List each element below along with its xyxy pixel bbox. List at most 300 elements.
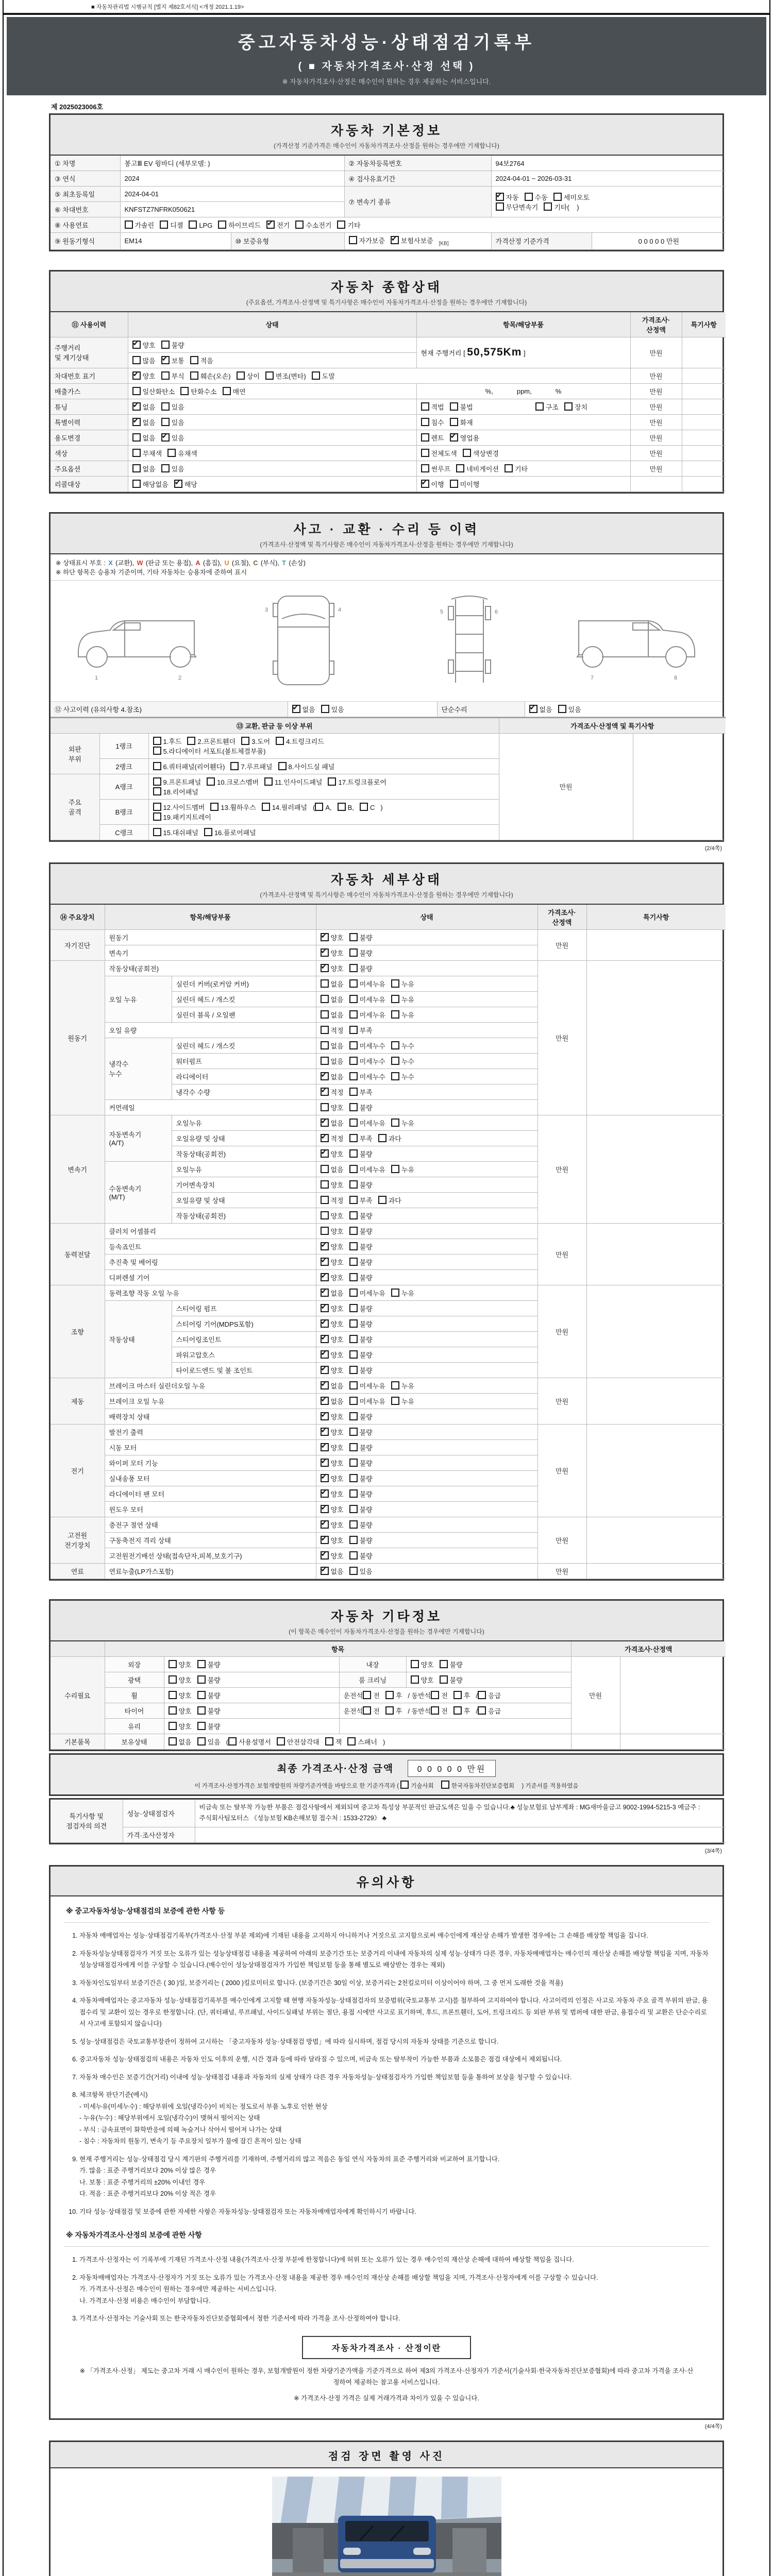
checkbox-option-있음[interactable] xyxy=(558,704,581,714)
checked-checkbox-icon[interactable] xyxy=(132,418,141,426)
checked-checkbox-icon[interactable] xyxy=(321,964,329,972)
checkbox-option-양호[interactable] xyxy=(321,1350,344,1360)
checkbox-option-불량[interactable] xyxy=(197,1721,221,1731)
checkbox-option-양호[interactable] xyxy=(321,1520,344,1530)
checked-checkbox-icon[interactable] xyxy=(321,1459,329,1467)
unchecked-checkbox-icon[interactable] xyxy=(321,1196,329,1204)
unchecked-checkbox-icon[interactable] xyxy=(349,1165,358,1173)
unchecked-checkbox-icon[interactable] xyxy=(187,737,195,745)
checkbox-option-구조[interactable] xyxy=(535,402,559,412)
checkbox-option-보통[interactable] xyxy=(161,355,184,365)
unchecked-checkbox-icon[interactable] xyxy=(347,1737,356,1745)
checkbox-option-양호[interactable] xyxy=(321,948,344,958)
checkbox-option-적정[interactable] xyxy=(321,1195,344,1205)
unchecked-checkbox-icon[interactable] xyxy=(363,1706,371,1715)
unchecked-checkbox-icon[interactable] xyxy=(325,1737,333,1745)
checkbox-option-있음[interactable] xyxy=(349,1566,373,1576)
checkbox-option-불량[interactable] xyxy=(349,1443,373,1452)
checkbox-option-유채색[interactable] xyxy=(167,448,197,458)
unchecked-checkbox-icon[interactable] xyxy=(553,193,562,201)
checkbox-option-불량[interactable] xyxy=(440,1675,463,1685)
checkbox-option-사용설명서[interactable] xyxy=(228,1737,271,1747)
checkbox-option-9.프론트패널[interactable] xyxy=(153,777,201,787)
checkbox-option-침수[interactable] xyxy=(421,417,444,427)
checkbox-option-8.사이드실 패널[interactable] xyxy=(278,761,335,771)
unchecked-checkbox-icon[interactable] xyxy=(391,1010,399,1019)
unchecked-checkbox-icon[interactable] xyxy=(210,803,219,811)
checkbox-option-불량[interactable] xyxy=(349,1211,373,1221)
checkbox-option-14.필러패널[interactable] xyxy=(262,802,307,812)
checkbox-option-A,[interactable] xyxy=(315,803,331,811)
checkbox-option-양호[interactable] xyxy=(321,933,344,942)
checkbox-option-없음[interactable] xyxy=(321,1164,344,1174)
checkbox-option-3.도어[interactable] xyxy=(241,736,270,746)
unchecked-checkbox-icon[interactable] xyxy=(153,747,161,755)
checkbox-option-하이브리드[interactable] xyxy=(218,220,261,230)
checked-checkbox-icon[interactable] xyxy=(421,480,429,488)
unchecked-checkbox-icon[interactable] xyxy=(321,1227,329,1235)
checkbox-option-B,[interactable] xyxy=(338,803,354,811)
checkbox-option-불량[interactable] xyxy=(349,1103,373,1112)
checkbox-option-양호[interactable] xyxy=(321,1242,344,1251)
checkbox-option-없음[interactable] xyxy=(292,704,315,714)
checkbox-option-양호[interactable] xyxy=(321,1273,344,1282)
checked-checkbox-icon[interactable] xyxy=(132,402,141,411)
unchecked-checkbox-icon[interactable] xyxy=(349,1242,358,1250)
checkbox-option-없음[interactable] xyxy=(321,1566,344,1576)
unchecked-checkbox-icon[interactable] xyxy=(525,193,533,201)
checkbox-option-후[interactable] xyxy=(385,1706,402,1716)
unchecked-checkbox-icon[interactable] xyxy=(153,787,161,795)
unchecked-checkbox-icon[interactable] xyxy=(132,480,141,488)
checkbox-option-불량[interactable] xyxy=(197,1659,221,1669)
checkbox-option-6.쿼터패널(리어휀다)[interactable] xyxy=(153,761,225,771)
unchecked-checkbox-icon[interactable] xyxy=(349,1134,358,1142)
checkbox-option-없음[interactable] xyxy=(321,1288,344,1298)
unchecked-checkbox-icon[interactable] xyxy=(349,1088,358,1096)
checkbox-option-16.플로어패널[interactable] xyxy=(204,827,256,837)
checkbox-option-미세누유[interactable] xyxy=(349,979,385,989)
checked-checkbox-icon[interactable] xyxy=(321,1134,329,1142)
checkbox-option-11.인사이드패널[interactable] xyxy=(264,777,322,787)
unchecked-checkbox-icon[interactable] xyxy=(349,995,358,1003)
checkbox-option-전체도색[interactable] xyxy=(421,448,457,458)
unchecked-checkbox-icon[interactable] xyxy=(505,464,513,472)
unchecked-checkbox-icon[interactable] xyxy=(496,202,504,211)
checkbox-option-없음[interactable] xyxy=(321,1396,344,1406)
unchecked-checkbox-icon[interactable] xyxy=(153,803,161,811)
checkbox-option-미세누유[interactable] xyxy=(349,1288,385,1298)
unchecked-checkbox-icon[interactable] xyxy=(391,1118,399,1127)
checkbox-option-불량[interactable] xyxy=(349,933,373,942)
checked-checkbox-icon[interactable] xyxy=(321,1242,329,1250)
checkbox-option-불량[interactable] xyxy=(349,1334,373,1344)
unchecked-checkbox-icon[interactable] xyxy=(544,202,552,211)
checkbox-option-불량[interactable] xyxy=(349,1535,373,1545)
unchecked-checkbox-icon[interactable] xyxy=(349,1010,358,1019)
unchecked-checkbox-icon[interactable] xyxy=(391,1397,399,1405)
checked-checkbox-icon[interactable] xyxy=(321,1258,329,1266)
checkbox-option-과다[interactable] xyxy=(378,1195,401,1205)
unchecked-checkbox-icon[interactable] xyxy=(230,762,239,770)
unchecked-checkbox-icon[interactable] xyxy=(349,933,358,941)
checked-checkbox-icon[interactable] xyxy=(321,1273,329,1281)
checkbox-option-양호[interactable] xyxy=(321,963,344,973)
checkbox-option-있음[interactable] xyxy=(161,433,184,443)
unchecked-checkbox-icon[interactable] xyxy=(153,812,161,821)
unchecked-checkbox-icon[interactable] xyxy=(132,356,141,364)
unchecked-checkbox-icon[interactable] xyxy=(338,803,346,811)
checked-checkbox-icon[interactable] xyxy=(321,1088,329,1096)
checkbox-option-미세누유[interactable] xyxy=(349,1164,385,1174)
checkbox-option-누유[interactable] xyxy=(391,1288,414,1298)
checkbox-option-일산화탄소[interactable] xyxy=(132,386,175,396)
checked-checkbox-icon[interactable] xyxy=(174,480,182,488)
checkbox-option-수소전기[interactable] xyxy=(295,220,331,230)
checkbox-option-과다[interactable] xyxy=(378,1133,401,1143)
checkbox-option-부족[interactable] xyxy=(349,1133,373,1143)
unchecked-checkbox-icon[interactable] xyxy=(169,1691,177,1699)
checkbox-option-불량[interactable] xyxy=(349,1303,373,1313)
checkbox-option-불량[interactable] xyxy=(349,1458,373,1468)
checkbox-option-이행[interactable] xyxy=(421,479,444,489)
checkbox-option-불량[interactable] xyxy=(349,1257,373,1267)
checkbox-option-기술사회[interactable] xyxy=(400,1781,433,1790)
unchecked-checkbox-icon[interactable] xyxy=(385,1691,394,1699)
unchecked-checkbox-icon[interactable] xyxy=(349,1412,358,1420)
unchecked-checkbox-icon[interactable] xyxy=(391,1072,399,1080)
checkbox-option-12.사이드멤버[interactable] xyxy=(153,802,205,812)
checkbox-option-불량[interactable] xyxy=(349,1489,373,1499)
checkbox-option-불량[interactable] xyxy=(349,1427,373,1437)
unchecked-checkbox-icon[interactable] xyxy=(169,1706,177,1715)
checkbox-option-불량[interactable] xyxy=(197,1690,221,1700)
unchecked-checkbox-icon[interactable] xyxy=(207,777,215,786)
unchecked-checkbox-icon[interactable] xyxy=(180,387,189,395)
unchecked-checkbox-icon[interactable] xyxy=(161,402,170,411)
checkbox-option-화재[interactable] xyxy=(450,417,473,427)
checkbox-option-적음[interactable] xyxy=(190,355,213,365)
checkbox-option-기타( )[interactable] xyxy=(544,202,579,212)
checkbox-option-5.라디에이터 서포트(볼트체결부품)[interactable] xyxy=(153,746,266,756)
checkbox-option-해당없음[interactable] xyxy=(132,479,169,489)
checkbox-option-부족[interactable] xyxy=(349,1025,373,1035)
checkbox-option-불량[interactable] xyxy=(349,1365,373,1375)
checkbox-option-양호[interactable] xyxy=(321,1103,344,1112)
checkbox-option-양호[interactable] xyxy=(321,1443,344,1452)
unchecked-checkbox-icon[interactable] xyxy=(378,1134,386,1142)
unchecked-checkbox-icon[interactable] xyxy=(349,1397,358,1405)
checkbox-option-없음[interactable] xyxy=(321,1118,344,1128)
checkbox-option-19.패키지트레이[interactable] xyxy=(153,812,211,822)
unchecked-checkbox-icon[interactable] xyxy=(321,1010,329,1019)
checked-checkbox-icon[interactable] xyxy=(161,356,170,364)
checked-checkbox-icon[interactable] xyxy=(321,1072,329,1080)
checkbox-option-적법[interactable] xyxy=(421,402,444,412)
checkbox-option-양호[interactable] xyxy=(321,1319,344,1329)
checkbox-option-불량[interactable] xyxy=(349,1350,373,1360)
unchecked-checkbox-icon[interactable] xyxy=(400,1781,409,1789)
checkbox-option-전[interactable] xyxy=(431,1706,448,1716)
checkbox-option-1.후드[interactable] xyxy=(153,736,182,746)
checkbox-option-양호[interactable] xyxy=(321,1211,344,1221)
checkbox-option-적정[interactable] xyxy=(321,1025,344,1035)
unchecked-checkbox-icon[interactable] xyxy=(349,1489,358,1498)
unchecked-checkbox-icon[interactable] xyxy=(321,1041,329,1049)
unchecked-checkbox-icon[interactable] xyxy=(450,480,458,488)
unchecked-checkbox-icon[interactable] xyxy=(349,1057,358,1065)
checked-checkbox-icon[interactable] xyxy=(321,948,329,957)
checked-checkbox-icon[interactable] xyxy=(391,236,399,244)
checkbox-option-양호[interactable] xyxy=(411,1675,434,1685)
checkbox-option-불량[interactable] xyxy=(349,1319,373,1329)
unchecked-checkbox-icon[interactable] xyxy=(349,1335,358,1343)
unchecked-checkbox-icon[interactable] xyxy=(440,1660,448,1668)
checkbox-option-전기[interactable] xyxy=(266,220,290,230)
unchecked-checkbox-icon[interactable] xyxy=(132,464,141,472)
checkbox-option-누유[interactable] xyxy=(391,994,414,1004)
checkbox-option-불량[interactable] xyxy=(349,1412,373,1421)
checked-checkbox-icon[interactable] xyxy=(321,1505,329,1513)
checked-checkbox-icon[interactable] xyxy=(321,1350,329,1359)
unchecked-checkbox-icon[interactable] xyxy=(321,705,329,713)
unchecked-checkbox-icon[interactable] xyxy=(478,1691,486,1699)
checked-checkbox-icon[interactable] xyxy=(266,221,275,229)
unchecked-checkbox-icon[interactable] xyxy=(349,1180,358,1189)
checked-checkbox-icon[interactable] xyxy=(321,1118,329,1127)
checkbox-option-응급[interactable] xyxy=(478,1706,501,1716)
unchecked-checkbox-icon[interactable] xyxy=(197,1706,206,1715)
unchecked-checkbox-icon[interactable] xyxy=(360,803,368,811)
checkbox-option-전[interactable] xyxy=(363,1690,380,1700)
checkbox-option-후[interactable] xyxy=(385,1690,402,1700)
checked-checkbox-icon[interactable] xyxy=(321,1443,329,1451)
checkbox-option-미세누수[interactable] xyxy=(349,1056,385,1066)
checked-checkbox-icon[interactable] xyxy=(321,1289,329,1297)
unchecked-checkbox-icon[interactable] xyxy=(385,1706,394,1715)
unchecked-checkbox-icon[interactable] xyxy=(169,1722,177,1730)
checkbox-option-없음[interactable] xyxy=(132,464,156,473)
unchecked-checkbox-icon[interactable] xyxy=(160,221,168,229)
unchecked-checkbox-icon[interactable] xyxy=(125,221,133,229)
unchecked-checkbox-icon[interactable] xyxy=(558,705,566,713)
unchecked-checkbox-icon[interactable] xyxy=(190,371,198,380)
checkbox-option-잭[interactable] xyxy=(325,1737,342,1747)
unchecked-checkbox-icon[interactable] xyxy=(277,1737,285,1745)
checked-checkbox-icon[interactable] xyxy=(321,1412,329,1420)
checkbox-option-불량[interactable] xyxy=(349,1551,373,1561)
unchecked-checkbox-icon[interactable] xyxy=(349,1443,358,1451)
checkbox-option-불량[interactable] xyxy=(349,963,373,973)
unchecked-checkbox-icon[interactable] xyxy=(349,1428,358,1436)
unchecked-checkbox-icon[interactable] xyxy=(391,1041,399,1049)
unchecked-checkbox-icon[interactable] xyxy=(197,1675,206,1684)
checked-checkbox-icon[interactable] xyxy=(321,1428,329,1436)
checkbox-option-매연[interactable] xyxy=(223,386,246,396)
checked-checkbox-icon[interactable] xyxy=(321,1551,329,1560)
checkbox-option-색상변경[interactable] xyxy=(463,448,499,458)
checkbox-option-자가보증[interactable] xyxy=(349,235,385,245)
checkbox-option-2.프론트휀더[interactable] xyxy=(187,736,236,746)
unchecked-checkbox-icon[interactable] xyxy=(169,1675,177,1684)
unchecked-checkbox-icon[interactable] xyxy=(190,356,198,364)
unchecked-checkbox-icon[interactable] xyxy=(450,418,458,426)
unchecked-checkbox-icon[interactable] xyxy=(167,449,176,457)
unchecked-checkbox-icon[interactable] xyxy=(349,1072,358,1080)
checkbox-option-무단변속기[interactable] xyxy=(496,202,539,212)
checkbox-option-있음[interactable] xyxy=(321,704,344,714)
checkbox-option-양호[interactable] xyxy=(169,1706,192,1716)
unchecked-checkbox-icon[interactable] xyxy=(349,1196,358,1204)
checked-checkbox-icon[interactable] xyxy=(321,1149,329,1158)
unchecked-checkbox-icon[interactable] xyxy=(169,1660,177,1668)
unchecked-checkbox-icon[interactable] xyxy=(421,433,429,442)
unchecked-checkbox-icon[interactable] xyxy=(349,1041,358,1049)
unchecked-checkbox-icon[interactable] xyxy=(411,1660,419,1668)
checkbox-option-누유[interactable] xyxy=(391,1010,414,1020)
unchecked-checkbox-icon[interactable] xyxy=(441,1781,449,1789)
unchecked-checkbox-icon[interactable] xyxy=(132,449,141,457)
checkbox-option-자동[interactable] xyxy=(496,192,519,202)
unchecked-checkbox-icon[interactable] xyxy=(349,1520,358,1529)
checkbox-option-LPG[interactable] xyxy=(189,221,212,229)
checkbox-option-불량[interactable] xyxy=(349,1504,373,1514)
unchecked-checkbox-icon[interactable] xyxy=(189,221,197,229)
checkbox-option-있음[interactable] xyxy=(161,402,184,412)
unchecked-checkbox-icon[interactable] xyxy=(295,221,304,229)
checkbox-option-C[interactable] xyxy=(360,803,375,811)
unchecked-checkbox-icon[interactable] xyxy=(262,803,270,811)
checkbox-option-훼손(오손)[interactable] xyxy=(190,371,231,381)
checkbox-option-미세누수[interactable] xyxy=(349,1041,385,1050)
checkbox-option-미세누유[interactable] xyxy=(349,1010,385,1020)
unchecked-checkbox-icon[interactable] xyxy=(535,402,544,411)
checked-checkbox-icon[interactable] xyxy=(321,1381,329,1389)
checked-checkbox-icon[interactable] xyxy=(132,341,141,349)
checkbox-option-불량[interactable] xyxy=(440,1659,463,1669)
checkbox-option-전[interactable] xyxy=(363,1706,380,1716)
unchecked-checkbox-icon[interactable] xyxy=(321,979,329,988)
unchecked-checkbox-icon[interactable] xyxy=(349,964,358,972)
checked-checkbox-icon[interactable] xyxy=(496,193,504,201)
checkbox-option-양호[interactable] xyxy=(321,1303,344,1313)
checkbox-option-양호[interactable] xyxy=(321,1504,344,1514)
unchecked-checkbox-icon[interactable] xyxy=(328,777,336,786)
unchecked-checkbox-icon[interactable] xyxy=(153,828,161,836)
checkbox-option-적정[interactable] xyxy=(321,1087,344,1097)
unchecked-checkbox-icon[interactable] xyxy=(132,433,141,442)
unchecked-checkbox-icon[interactable] xyxy=(218,221,226,229)
unchecked-checkbox-icon[interactable] xyxy=(264,777,273,786)
unchecked-checkbox-icon[interactable] xyxy=(321,995,329,1003)
unchecked-checkbox-icon[interactable] xyxy=(321,1057,329,1065)
checked-checkbox-icon[interactable] xyxy=(529,705,537,713)
checkbox-option-보험사보증[interactable] xyxy=(391,235,433,245)
checkbox-option-부족[interactable] xyxy=(349,1087,373,1097)
checkbox-option-누유[interactable] xyxy=(391,979,414,989)
checkbox-option-없음[interactable] xyxy=(321,994,344,1004)
checkbox-option-미세누유[interactable] xyxy=(349,1396,385,1406)
unchecked-checkbox-icon[interactable] xyxy=(421,449,429,457)
unchecked-checkbox-icon[interactable] xyxy=(321,1103,329,1111)
checkbox-option-불량[interactable] xyxy=(197,1706,221,1716)
unchecked-checkbox-icon[interactable] xyxy=(321,1026,329,1034)
checkbox-option-있음[interactable] xyxy=(161,417,184,427)
checkbox-option-양호[interactable] xyxy=(321,1427,344,1437)
checkbox-option-영업용[interactable] xyxy=(450,433,480,443)
unchecked-checkbox-icon[interactable] xyxy=(153,737,161,745)
unchecked-checkbox-icon[interactable] xyxy=(169,1737,177,1745)
checkbox-option-양호[interactable] xyxy=(169,1721,192,1731)
unchecked-checkbox-icon[interactable] xyxy=(391,995,399,1003)
checked-checkbox-icon[interactable] xyxy=(321,1304,329,1312)
checked-checkbox-icon[interactable] xyxy=(321,1489,329,1498)
unchecked-checkbox-icon[interactable] xyxy=(421,464,429,472)
unchecked-checkbox-icon[interactable] xyxy=(453,1706,462,1715)
unchecked-checkbox-icon[interactable] xyxy=(378,1196,386,1204)
unchecked-checkbox-icon[interactable] xyxy=(349,1227,358,1235)
checkbox-option-양호[interactable] xyxy=(321,1226,344,1236)
unchecked-checkbox-icon[interactable] xyxy=(276,737,284,745)
unchecked-checkbox-icon[interactable] xyxy=(349,1103,358,1111)
checkbox-option-없음[interactable] xyxy=(321,1041,344,1050)
checkbox-option-양호[interactable] xyxy=(169,1659,192,1669)
unchecked-checkbox-icon[interactable] xyxy=(337,221,345,229)
unchecked-checkbox-icon[interactable] xyxy=(265,371,274,380)
checkbox-option-네비게이션[interactable] xyxy=(456,464,499,473)
checkbox-option-디젤[interactable] xyxy=(160,220,183,230)
unchecked-checkbox-icon[interactable] xyxy=(197,1737,206,1745)
checkbox-option-17.트렁크플로어[interactable] xyxy=(328,777,386,787)
unchecked-checkbox-icon[interactable] xyxy=(204,828,212,836)
checkbox-option-없음[interactable] xyxy=(132,417,156,427)
checkbox-option-없음[interactable] xyxy=(321,1072,344,1081)
checkbox-option-세미오토[interactable] xyxy=(553,192,590,202)
checkbox-option-4.트렁크리드[interactable] xyxy=(276,736,324,746)
checkbox-option-누수[interactable] xyxy=(391,1041,414,1050)
checked-checkbox-icon[interactable] xyxy=(321,1319,329,1328)
checkbox-option-불량[interactable] xyxy=(349,1273,373,1282)
checkbox-option-13.휠하우스[interactable] xyxy=(210,802,256,812)
unchecked-checkbox-icon[interactable] xyxy=(421,418,429,426)
unchecked-checkbox-icon[interactable] xyxy=(161,418,170,426)
checkbox-option-양호[interactable] xyxy=(169,1675,192,1685)
checkbox-option-18.리어패널[interactable] xyxy=(153,787,198,796)
checkbox-option-누유[interactable] xyxy=(391,1381,414,1391)
unchecked-checkbox-icon[interactable] xyxy=(197,1691,206,1699)
unchecked-checkbox-icon[interactable] xyxy=(349,1273,358,1281)
unchecked-checkbox-icon[interactable] xyxy=(421,402,429,411)
checkbox-option-양호[interactable] xyxy=(132,371,156,381)
checkbox-option-양호[interactable] xyxy=(321,1489,344,1499)
checkbox-option-안전삼각대[interactable] xyxy=(277,1737,320,1747)
unchecked-checkbox-icon[interactable] xyxy=(349,1118,358,1127)
checkbox-option-해당[interactable] xyxy=(174,479,197,489)
checkbox-option-한국자동차진단보증협회[interactable] xyxy=(441,1781,514,1790)
checkbox-option-양호[interactable] xyxy=(321,1473,344,1483)
checkbox-option-있음[interactable] xyxy=(161,464,184,473)
checkbox-option-썬루프[interactable] xyxy=(421,464,451,473)
unchecked-checkbox-icon[interactable] xyxy=(161,464,170,472)
unchecked-checkbox-icon[interactable] xyxy=(564,402,573,411)
unchecked-checkbox-icon[interactable] xyxy=(391,1165,399,1173)
unchecked-checkbox-icon[interactable] xyxy=(161,341,170,349)
checked-checkbox-icon[interactable] xyxy=(321,1474,329,1482)
checkbox-option-불량[interactable] xyxy=(349,1473,373,1483)
unchecked-checkbox-icon[interactable] xyxy=(463,449,471,457)
checkbox-option-상이[interactable] xyxy=(237,371,260,381)
checkbox-option-15.대쉬패널[interactable] xyxy=(153,827,198,837)
